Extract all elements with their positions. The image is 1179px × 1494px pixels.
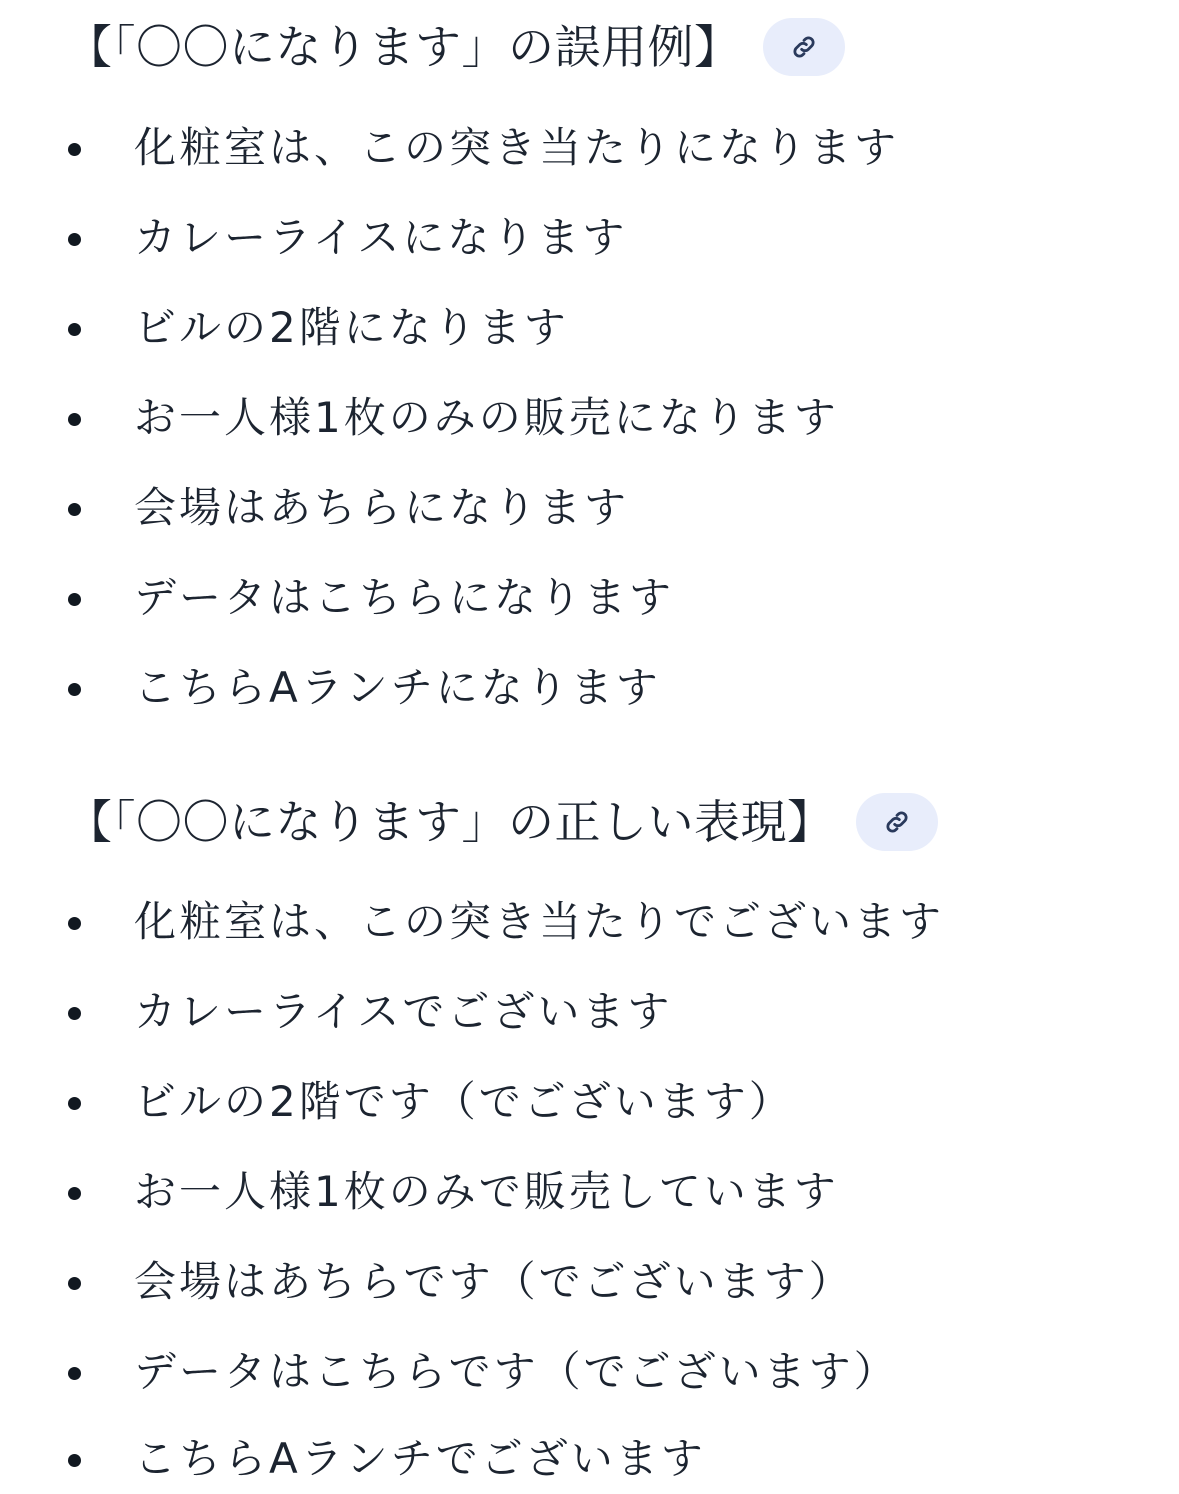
section-heading-text: 【「〇〇になります」の正しい表現】: [66, 795, 834, 849]
list-item-text: ビルの2階です（でございます）: [134, 1077, 794, 1126]
bullet-icon: [68, 1187, 81, 1200]
list-item-text: 化粧室は、この突き当たりになります: [134, 123, 900, 172]
section-heading: [66, 12, 845, 82]
bullet-icon: [68, 503, 81, 516]
list-item-text: 会場はあちらです（でございます）: [134, 1257, 854, 1306]
bullet-icon: [68, 917, 81, 930]
bullet-icon: [68, 593, 81, 606]
bullet-icon: [68, 683, 81, 696]
list-item-text: データはこちらです（でございます）: [134, 1347, 899, 1396]
list-item-text: 化粧室は、この突き当たりでございます: [134, 897, 945, 946]
bullet-icon: [68, 1367, 81, 1380]
list-item-text: カレーライスになります: [134, 213, 628, 262]
bullet-icon: [68, 1007, 81, 1020]
list-item-text: 会場はあちらになります: [134, 483, 630, 532]
list-item-text: お一人様1枚のみで販売しています: [134, 1167, 839, 1216]
list-item-text: こちらAランチでございます: [134, 1434, 706, 1483]
list-item-text: お一人様1枚のみの販売になります: [134, 393, 839, 442]
heading-anchor-link-button[interactable]: [763, 18, 845, 76]
bullet-icon: [68, 323, 81, 336]
section-heading: [66, 787, 938, 857]
list-item-text: カレーライスでございます: [134, 987, 673, 1036]
section-heading-text: 【「〇〇になります」の誤用例】: [66, 20, 741, 74]
list-item-text: データはこちらになります: [134, 573, 675, 622]
bullet-icon: [68, 143, 81, 156]
bullet-icon: [68, 1277, 81, 1290]
bullet-icon: [68, 1454, 81, 1467]
bullet-icon: [68, 413, 81, 426]
bullet-icon: [68, 1097, 81, 1110]
bullet-icon: [68, 233, 81, 246]
list-item-text: こちらAランチになります: [134, 663, 661, 712]
list-item-text: ビルの2階になります: [134, 303, 569, 352]
link-icon: [790, 33, 818, 61]
heading-anchor-link-button[interactable]: [856, 793, 938, 851]
link-icon: [883, 808, 911, 836]
